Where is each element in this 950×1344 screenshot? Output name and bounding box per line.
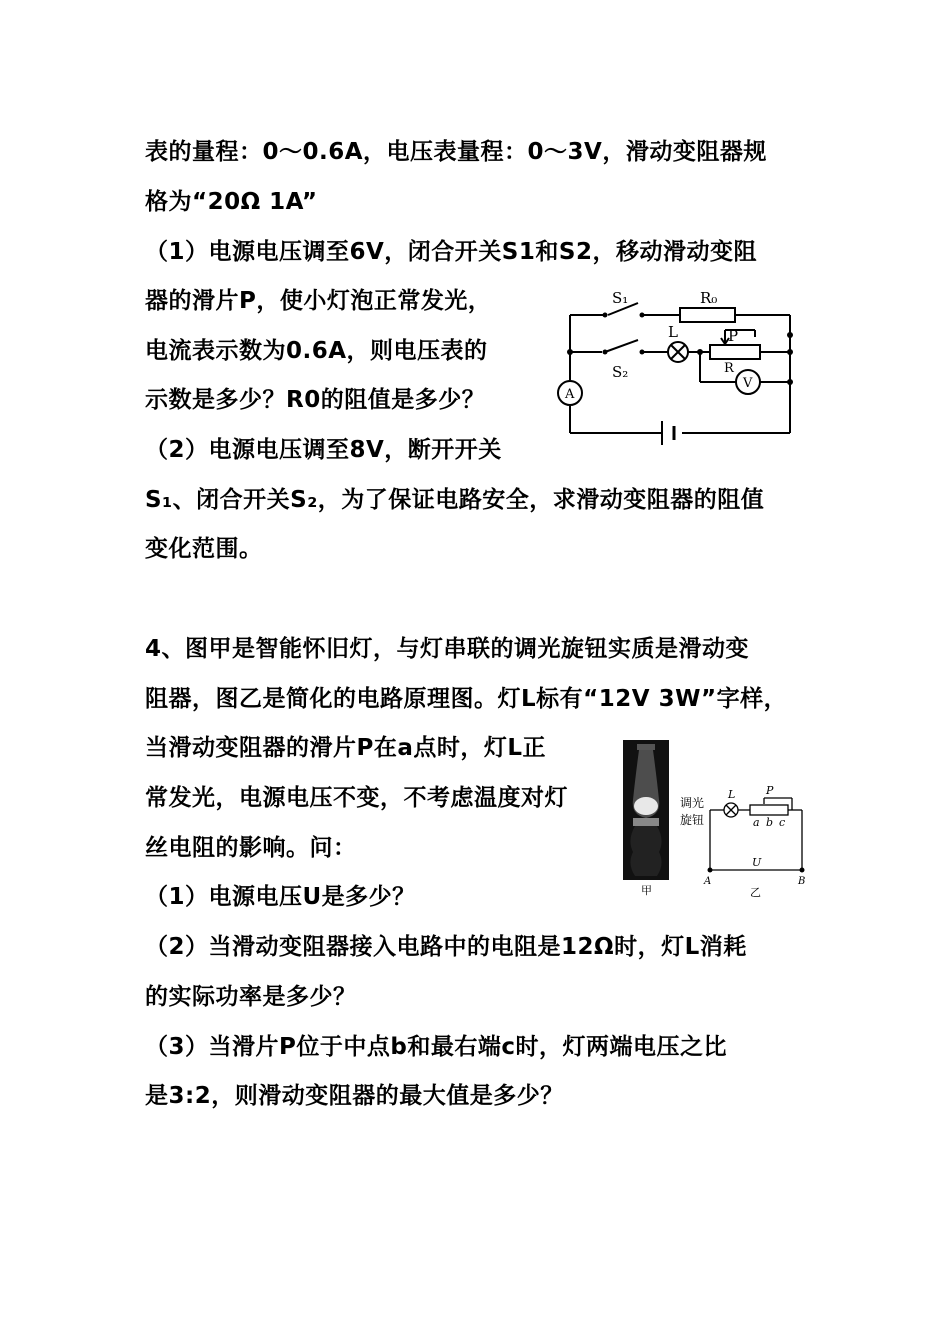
point-c-label: c bbox=[779, 816, 786, 829]
text-line-10: 4、图甲是智能怀旧灯，与灯串联的调光旋钮实质是滑动变 bbox=[145, 636, 750, 662]
text-line-3: （1）电源电压调至6V，闭合开关S1和S2，移动滑动变阻 bbox=[145, 239, 757, 265]
label-r0: R₀ bbox=[700, 289, 718, 307]
ammeter-label: A bbox=[565, 387, 575, 402]
text-line-17: 的实际功率是多少？ bbox=[145, 984, 357, 1010]
text-line-2: 格为“20Ω 1A” bbox=[145, 189, 318, 215]
voltmeter-label: V bbox=[743, 376, 753, 391]
text-line-6: 示数是多少？R0的阻值是多少？ bbox=[145, 387, 486, 413]
circuit-diagram-1 bbox=[550, 285, 810, 460]
vintage-lamp-photo bbox=[623, 740, 669, 880]
label-s1: S₁ bbox=[612, 289, 629, 307]
text-line-16: （2）当滑动变阻器接入电路中的电阻是12Ω时，灯L消耗 bbox=[145, 934, 747, 960]
text-line-5: 电流表示数为0.6A，则电压表的 bbox=[145, 338, 488, 364]
text-line-15: （1）电源电压U是多少？ bbox=[145, 884, 416, 910]
caption-jia: 甲 bbox=[641, 884, 652, 897]
text-line-13: 常发光，电源电压不变，不考虑温度对灯 bbox=[145, 785, 568, 811]
knob-label-line1: 调光 bbox=[680, 796, 705, 810]
end-b-label: B bbox=[798, 876, 806, 887]
caption-yi: 乙 bbox=[750, 886, 761, 899]
text-line-4: 器的滑片P，使小灯泡正常发光， bbox=[145, 288, 492, 314]
slider-p-label: P bbox=[766, 784, 774, 797]
knob-label-line2: 旋钮 bbox=[680, 813, 705, 827]
circuit-diagram-2 bbox=[670, 780, 815, 900]
label-lamp: L bbox=[668, 323, 678, 341]
text-line-9: 变化范围。 bbox=[145, 536, 263, 562]
text-line-8: S₁、闭合开关S₂，为了保证电路安全，求滑动变阻器的阻值 bbox=[145, 487, 765, 513]
label-s2: S₂ bbox=[612, 363, 629, 381]
end-a-label: A bbox=[704, 876, 712, 887]
label-rheostat: R bbox=[724, 361, 734, 376]
text-line-1: 表的量程：0～0.6A，电压表量程：0～3V，滑动变阻器规 bbox=[145, 139, 767, 165]
lamp-l-label: L bbox=[728, 788, 736, 801]
text-line-18: （3）当滑片P位于中点b和最右端c时，灯两端电压之比 bbox=[145, 1034, 727, 1060]
text-line-7: （2）电源电压调至8V，断开开关 bbox=[145, 437, 502, 463]
text-line-19: 是3:2，则滑动变阻器的最大值是多少？ bbox=[145, 1083, 564, 1109]
text-line-14: 丝电阻的影响。问： bbox=[145, 835, 357, 861]
text-line-12: 当滑动变阻器的滑片P在a点时，灯L正 bbox=[145, 735, 547, 761]
voltage-u-label: U bbox=[752, 856, 762, 869]
point-a-label: a bbox=[753, 816, 760, 829]
label-slider: P bbox=[728, 327, 739, 345]
point-b-label: b bbox=[766, 816, 774, 829]
text-line-11: 阻器，图乙是简化的电路原理图。灯L标有“12V 3W”字样， bbox=[145, 686, 788, 712]
